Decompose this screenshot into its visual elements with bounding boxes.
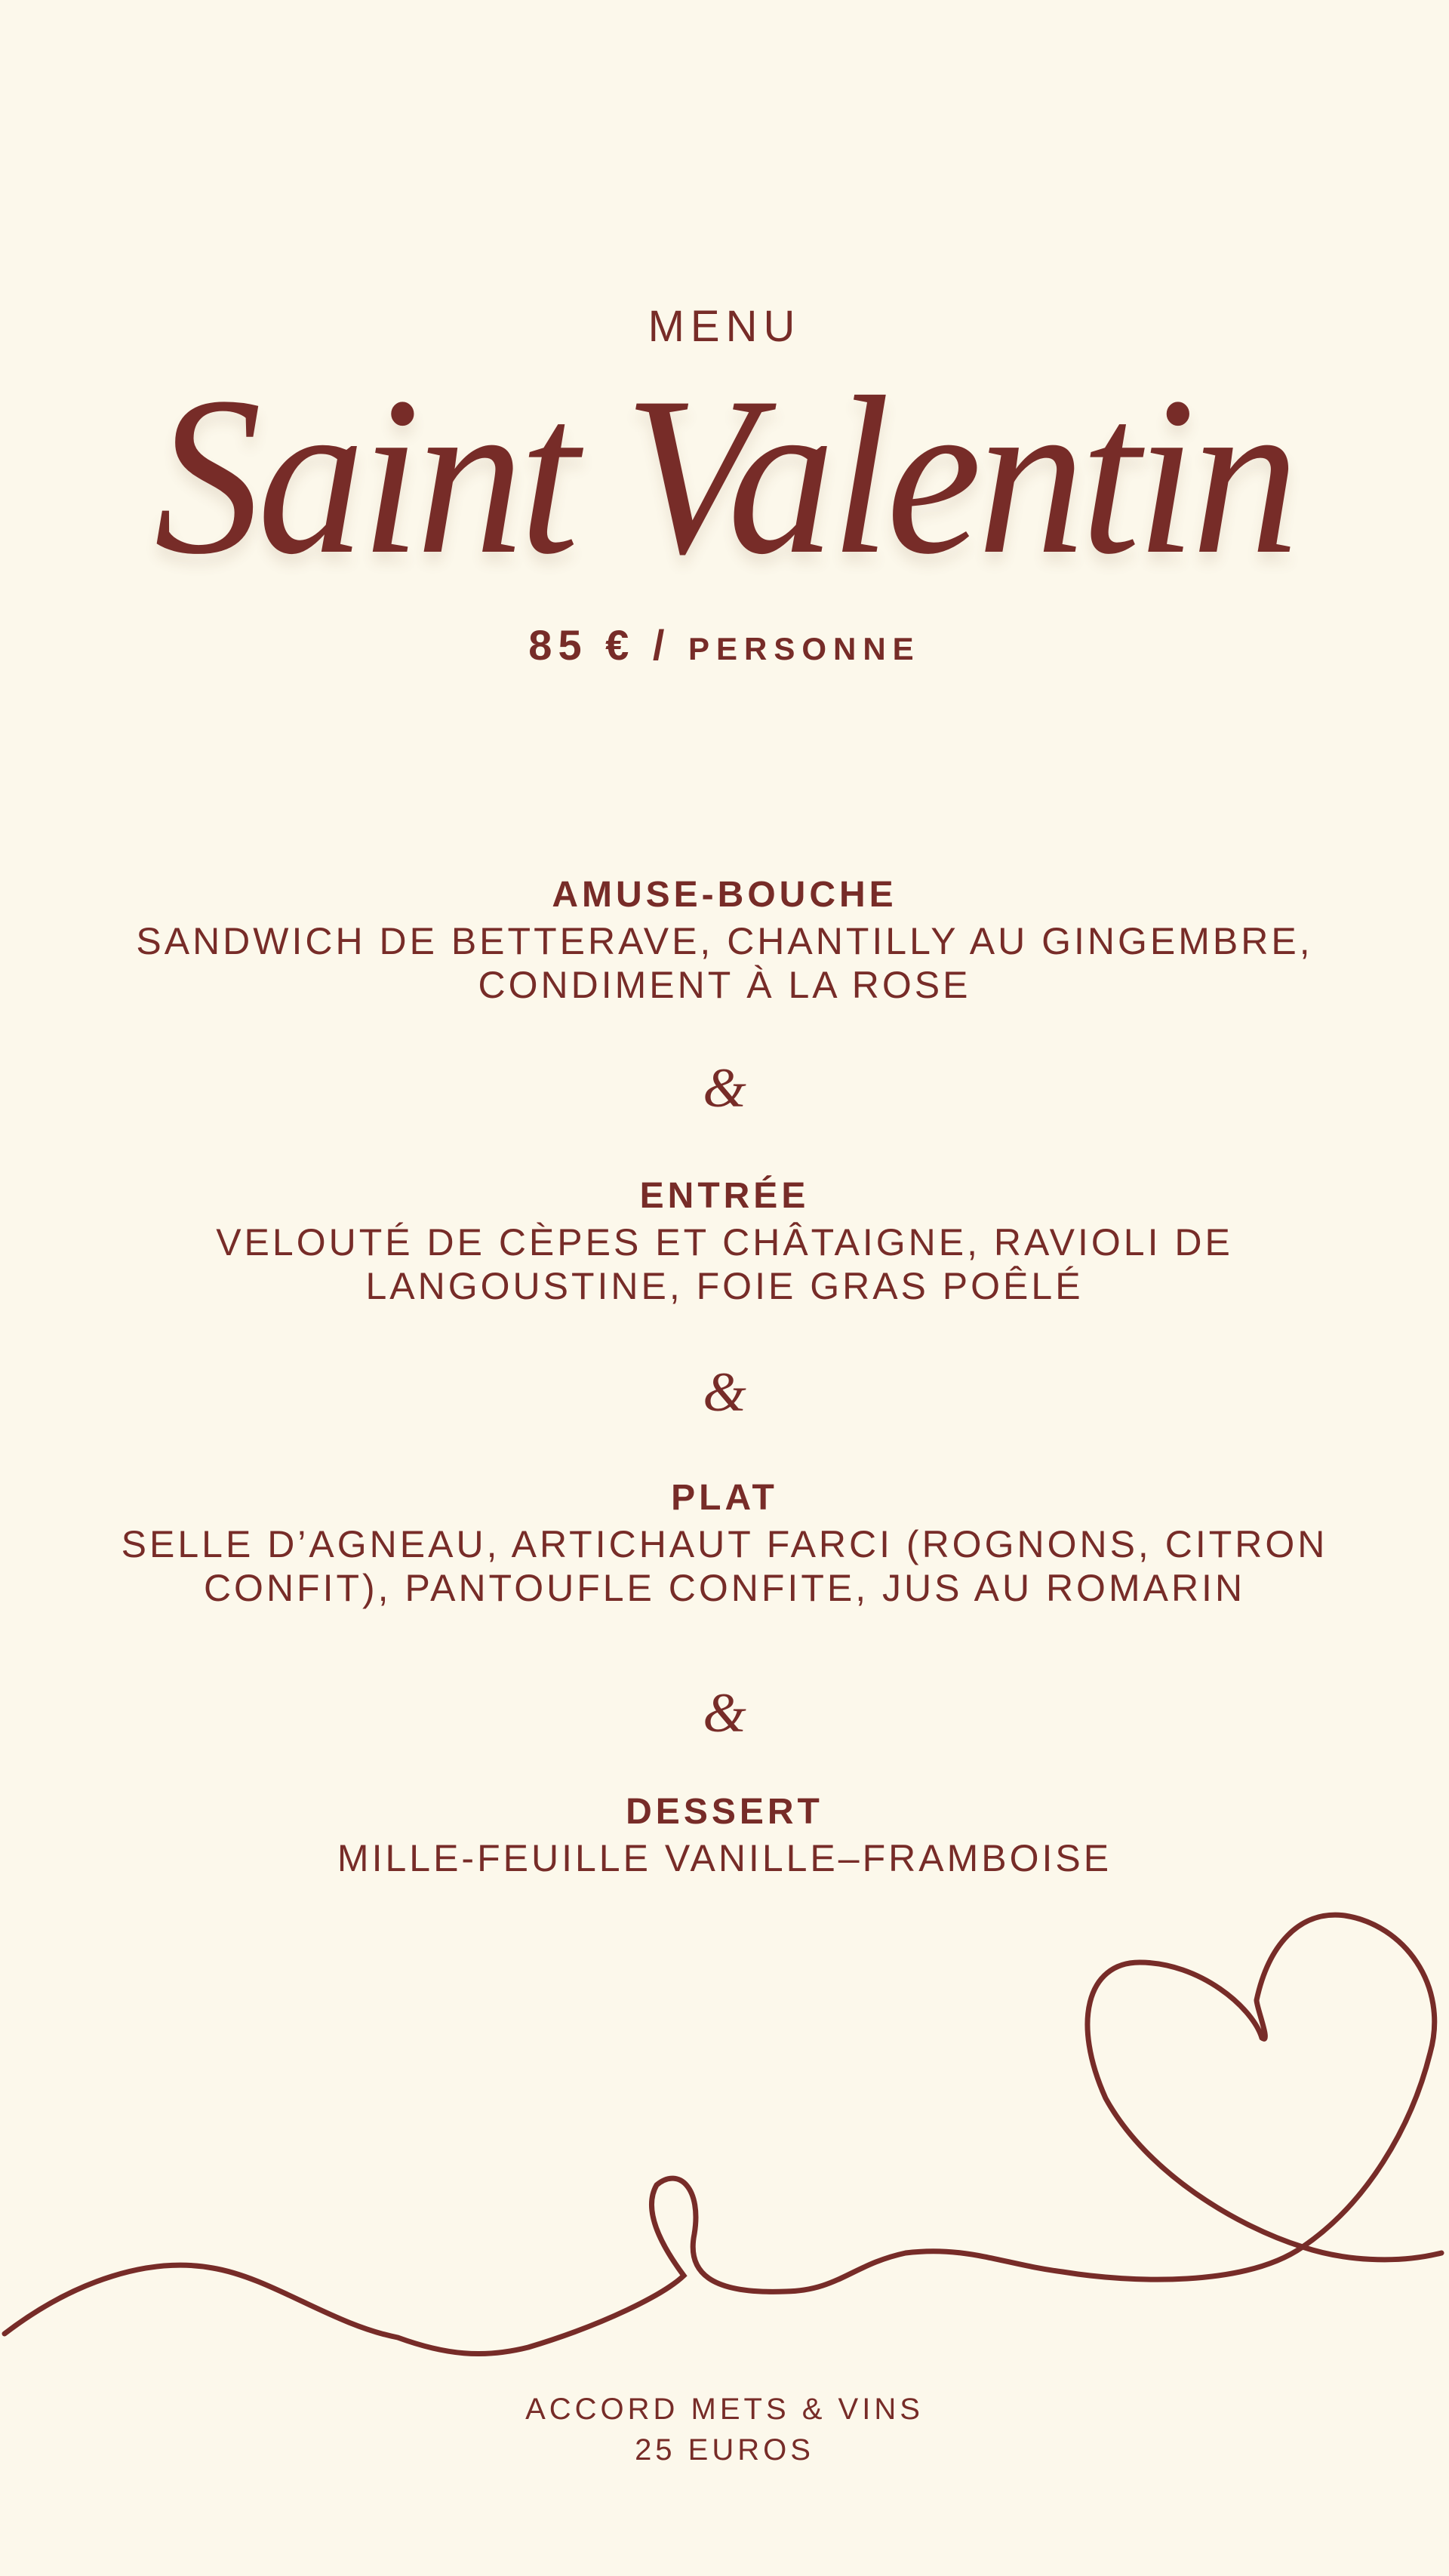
course-title: DESSERT: [626, 1792, 823, 1832]
menu-label: MENU: [648, 302, 801, 351]
page-title: Saint Valentin: [154, 350, 1295, 601]
wine-pairing-label: ACCORD METS & VINS: [525, 2393, 924, 2426]
course-description: VELOUTÉ DE CÈPES ET CHÂTAIGNE, RAVIOLI DE: [216, 1221, 1233, 1263]
ampersand-separator: &: [703, 1362, 746, 1423]
course-description: SELLE D’AGNEAU, ARTICHAUT FARCI (ROGNONS, CITRON: [121, 1523, 1328, 1565]
ampersand-separator: &: [703, 1057, 746, 1119]
course-description: CONFIT), PANTOUFLE CONFITE, JUS AU ROMARIN: [203, 1567, 1246, 1609]
price-unit: PERSONNE: [688, 631, 921, 666]
course-title: PLAT: [671, 1478, 778, 1518]
course-description: MILLE-FEUILLE VANILLE–FRAMBOISE: [337, 1837, 1112, 1879]
course-description: CONDIMENT À LA ROSE: [478, 964, 971, 1006]
ampersand-separator: &: [703, 1682, 746, 1744]
wine-pairing: [0, 2389, 1449, 2470]
course-description: LANGOUSTINE, FOIE GRAS POÊLÉ: [365, 1265, 1084, 1307]
wine-pairing-price: 25 EUROS: [635, 2433, 814, 2467]
course-title: ENTRÉE: [639, 1176, 810, 1216]
price-amount: 85 € /: [528, 621, 671, 669]
course-title: AMUSE-BOUCHE: [552, 875, 897, 915]
course-description: SANDWICH DE BETTERAVE, CHANTILLY AU GINGEMBRE,: [136, 920, 1313, 962]
